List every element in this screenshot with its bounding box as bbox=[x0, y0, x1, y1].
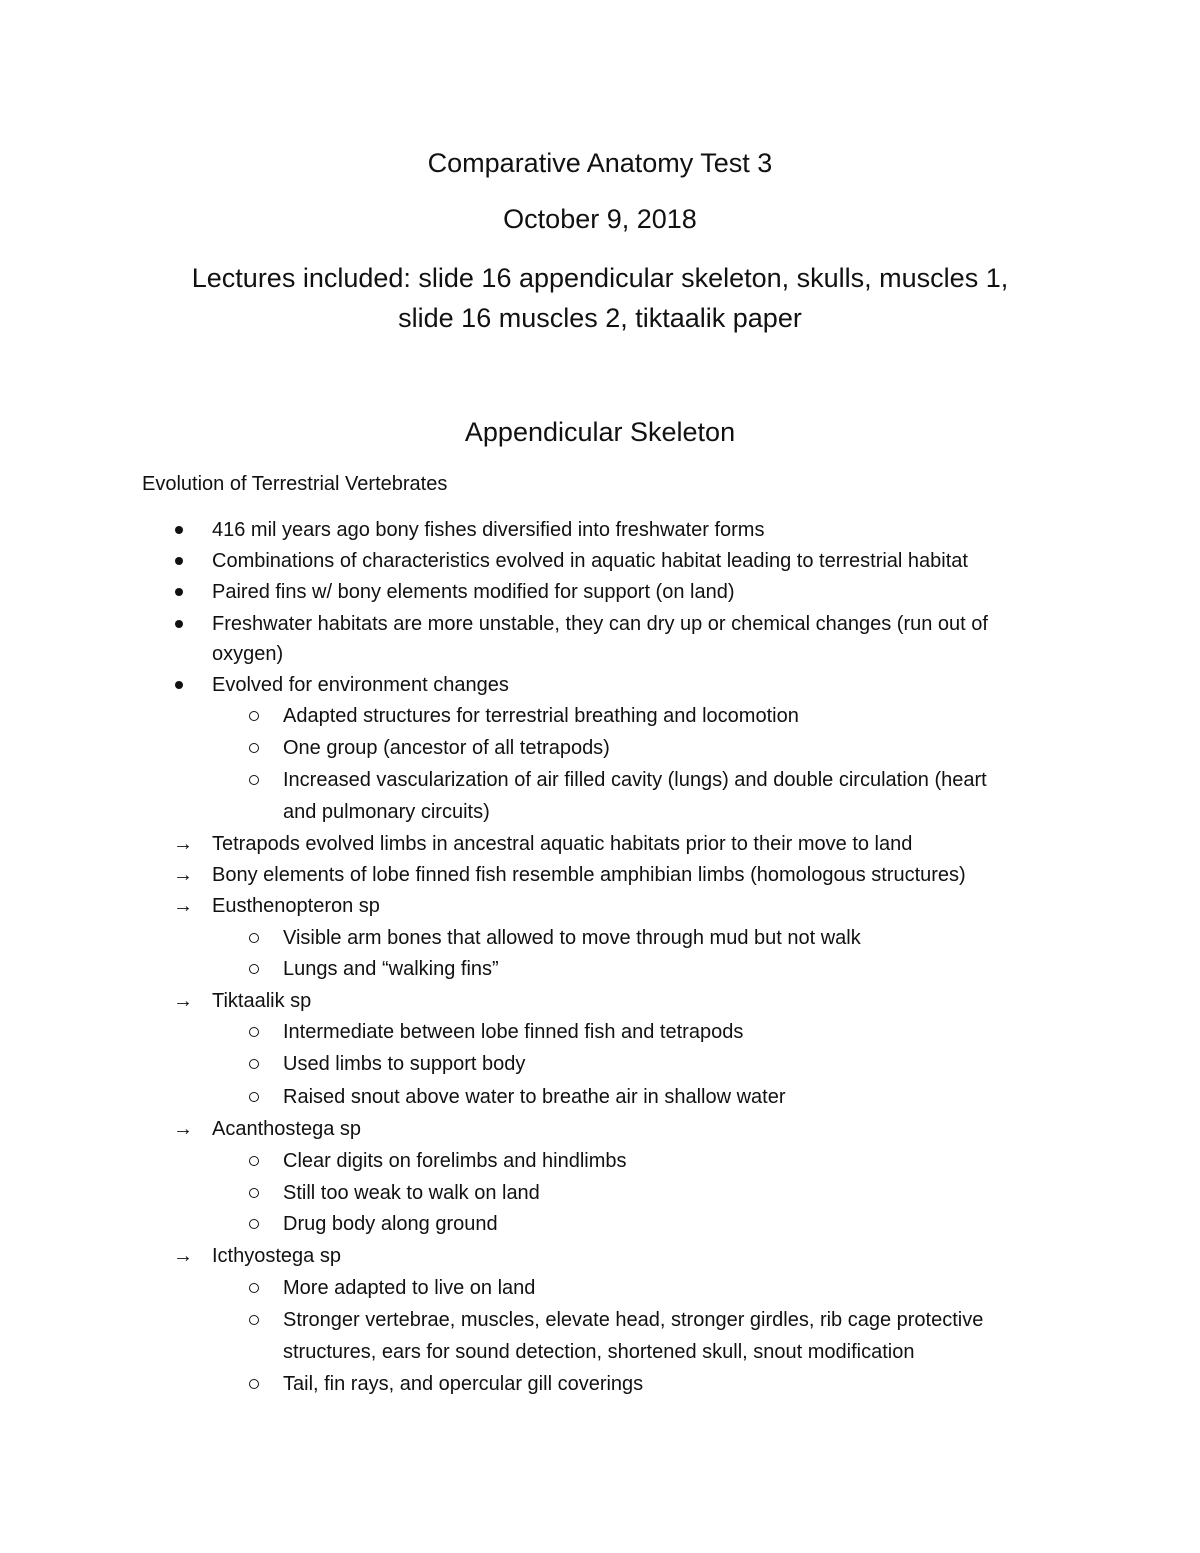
bullet-marker bbox=[175, 557, 183, 565]
lectures-line-1: Lectures included: slide 16 appendicular skeleton, skulls, muscles 1, bbox=[191, 263, 1009, 293]
bullet-item-continuation: oxygen) bbox=[212, 643, 284, 665]
arrow-marker: → bbox=[173, 895, 193, 917]
arrow-item: Eusthenopteron sp bbox=[212, 895, 380, 917]
bullet-marker bbox=[175, 526, 183, 534]
sub-bullet-marker bbox=[249, 1059, 259, 1069]
sub-bullet-marker bbox=[249, 1219, 259, 1229]
bullet-marker bbox=[175, 681, 183, 689]
sub-bullet-marker bbox=[249, 711, 259, 721]
arrow-marker: → bbox=[173, 1118, 193, 1140]
arrow-item: Tetrapods evolved limbs in ancestral aquatic habitats prior to their move to land bbox=[212, 833, 913, 855]
sub-bullet-item-continuation: and pulmonary circuits) bbox=[283, 801, 490, 823]
lectures-line-2: slide 16 muscles 2, tiktaalik paper bbox=[398, 303, 802, 333]
sub-bullet-marker bbox=[249, 1379, 259, 1389]
sub-bullet-item: More adapted to live on land bbox=[283, 1277, 536, 1299]
sub-bullet-item: Increased vascularization of air filled cavity (lungs) and double circulation (heart bbox=[283, 769, 987, 791]
arrow-item: Acanthostega sp bbox=[212, 1118, 361, 1140]
sub-bullet-marker bbox=[249, 775, 259, 785]
bullet-item: Combinations of characteristics evolved in aquatic habitat leading to terrestrial habitat bbox=[212, 550, 968, 572]
sub-bullet-item: Used limbs to support body bbox=[283, 1053, 526, 1075]
sub-bullet-item: Drug body along ground bbox=[283, 1213, 498, 1235]
sub-bullet-item: Raised snout above water to breathe air in shallow water bbox=[283, 1086, 786, 1108]
sub-bullet-item: Lungs and “walking fins” bbox=[283, 958, 499, 980]
section-subtitle: Evolution of Terrestrial Vertebrates bbox=[142, 473, 448, 495]
sub-bullet-item: Visible arm bones that allowed to move through mud but not walk bbox=[283, 927, 861, 949]
sub-bullet-marker bbox=[249, 1092, 259, 1102]
sub-bullet-marker bbox=[249, 1027, 259, 1037]
bullet-marker bbox=[175, 620, 183, 628]
document-title: Comparative Anatomy Test 3 bbox=[427, 148, 773, 178]
arrow-marker: → bbox=[173, 990, 193, 1012]
section-title: Appendicular Skeleton bbox=[464, 417, 736, 447]
sub-bullet-item: Still too weak to walk on land bbox=[283, 1182, 540, 1204]
arrow-item: Tiktaalik sp bbox=[212, 990, 312, 1012]
document-date: October 9, 2018 bbox=[503, 204, 697, 234]
sub-bullet-marker bbox=[249, 1188, 259, 1198]
sub-bullet-item: Tail, fin rays, and opercular gill coverings bbox=[283, 1373, 644, 1395]
arrow-marker: → bbox=[173, 833, 193, 855]
bullet-item: 416 mil years ago bony fishes diversified into freshwater forms bbox=[212, 519, 765, 541]
sub-bullet-item: Clear digits on forelimbs and hindlimbs bbox=[283, 1150, 627, 1172]
arrow-item: Icthyostega sp bbox=[212, 1245, 341, 1267]
sub-bullet-item: One group (ancestor of all tetrapods) bbox=[283, 737, 610, 759]
bullet-marker bbox=[175, 588, 183, 596]
bullet-item: Paired fins w/ bony elements modified for support (on land) bbox=[212, 581, 735, 603]
sub-bullet-marker bbox=[249, 964, 259, 974]
arrow-item: Bony elements of lobe finned fish resemble amphibian limbs (homologous structures) bbox=[212, 864, 966, 886]
sub-bullet-item: Intermediate between lobe finned fish and tetrapods bbox=[283, 1021, 744, 1043]
bullet-item: Evolved for environment changes bbox=[212, 674, 509, 696]
sub-bullet-marker bbox=[249, 1156, 259, 1166]
sub-bullet-marker bbox=[249, 1315, 259, 1325]
sub-bullet-marker bbox=[249, 933, 259, 943]
arrow-marker: → bbox=[173, 1245, 193, 1267]
sub-bullet-marker bbox=[249, 743, 259, 753]
sub-bullet-marker bbox=[249, 1283, 259, 1293]
bullet-item: Freshwater habitats are more unstable, they can dry up or chemical changes (run out of bbox=[212, 613, 988, 635]
arrow-marker: → bbox=[173, 864, 193, 886]
sub-bullet-item: Stronger vertebrae, muscles, elevate head, stronger girdles, rib cage protective bbox=[283, 1309, 984, 1331]
sub-bullet-item: Adapted structures for terrestrial breathing and locomotion bbox=[283, 705, 799, 727]
sub-bullet-item-continuation: structures, ears for sound detection, shortened skull, snout modification bbox=[283, 1341, 915, 1363]
